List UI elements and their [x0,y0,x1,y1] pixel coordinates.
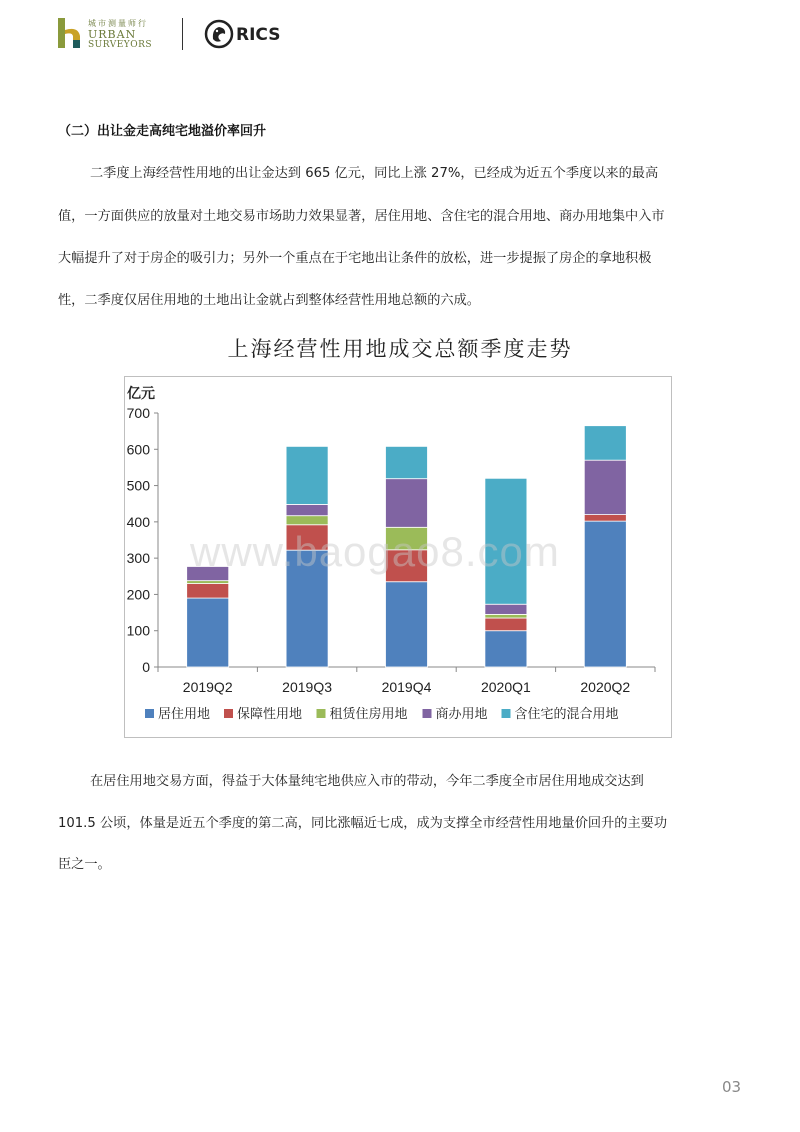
urban-surveyors-logo-icon [58,18,82,48]
brand-name-cn: 城市测量师行 [88,19,148,28]
x-tick-label: 2019Q3 [282,679,333,695]
bar-segment [584,515,626,522]
legend-label: 租赁住房用地 [329,706,408,721]
rics-logo-text: RICS [236,25,281,45]
x-tick-label: 2020Q1 [480,679,531,695]
bar-segment [386,582,428,667]
bar-segment [286,446,328,504]
chart-title: 上海经营性用地成交总额季度走势 [227,337,573,361]
y-tick-label: 0 [142,659,150,675]
legend-label: 居住用地 [158,706,211,721]
legend-swatch [317,709,326,718]
x-tick-label: 2019Q2 [182,679,233,695]
bar-segment [584,460,626,514]
paragraph-line: 性，二季度仅居住用地的土地出让金就占到整体经营性用地总额的六成。 [58,293,480,308]
watermark: www.baogao8.com [190,528,560,575]
x-tick-label: 2019Q4 [381,679,432,695]
rics-lion-icon [204,19,234,49]
bar-segment [386,479,428,528]
legend-label: 含住宅的混合用地 [514,706,619,721]
y-tick-label: 100 [126,622,150,639]
bar-segment [584,426,626,460]
bar-segment [485,631,527,667]
legend-swatch [145,709,154,718]
bar-segment [187,598,229,667]
bar-segment [485,604,527,614]
y-tick-label: 300 [126,550,150,567]
bar-segment [584,521,626,667]
paragraph-line: 臣之一。 [58,857,111,872]
legend-swatch [423,709,432,718]
y-tick-label: 600 [126,441,150,458]
bar-segment [485,618,527,631]
bar-segment [187,581,229,584]
x-tick-label: 2020Q2 [580,679,631,695]
section-heading: （二）出让金走高纯宅地溢价率回升 [58,124,267,139]
legend-label: 保障性用地 [237,706,303,721]
header-divider [182,18,183,50]
bar-segment [485,614,527,618]
y-tick-label: 700 [126,405,150,421]
y-tick-label: 400 [126,513,150,530]
legend-swatch [502,709,511,718]
paragraph-line: 101.5 公顷，体量是近五个季度的第二高，同比涨幅近七成，成为支撑全市经营性用地量价回升的主要功 [58,816,668,831]
legend-swatch [224,709,233,718]
bar-segment [187,584,229,599]
page-number: 03 [722,1078,742,1096]
y-tick-label: 500 [126,477,150,494]
page-header [58,16,318,52]
bar-segment [386,446,428,478]
bar-segment [286,516,328,525]
paragraph-line: 值，一方面供应的放量对土地交易市场助力效果显著，居住用地、含住宅的混合用地、商办用地集中入市 [58,209,665,224]
y-axis-unit: 亿元 [127,385,155,401]
y-tick-label: 200 [126,586,150,603]
brand-name-en-line2: SURVEYORS [88,40,153,50]
paragraph-line: 在居住用地交易方面，得益于大体量纯宅地供应入市的带动，今年二季度全市居住用地成交达到 [90,774,644,789]
paragraph-line: 二季度上海经营性用地的出让金达到 665 亿元，同比上涨 27%，已经成为近五个季度以来的最高 [90,166,659,181]
brand-name-en-line1: URBAN [88,28,137,41]
paragraph-line: 大幅提升了对于房企的吸引力；另外一个重点在于宅地出让条件的放松，进一步提振了房企的拿地积极 [58,251,652,266]
legend-label: 商办用地 [435,706,488,721]
bar-segment [286,504,328,515]
